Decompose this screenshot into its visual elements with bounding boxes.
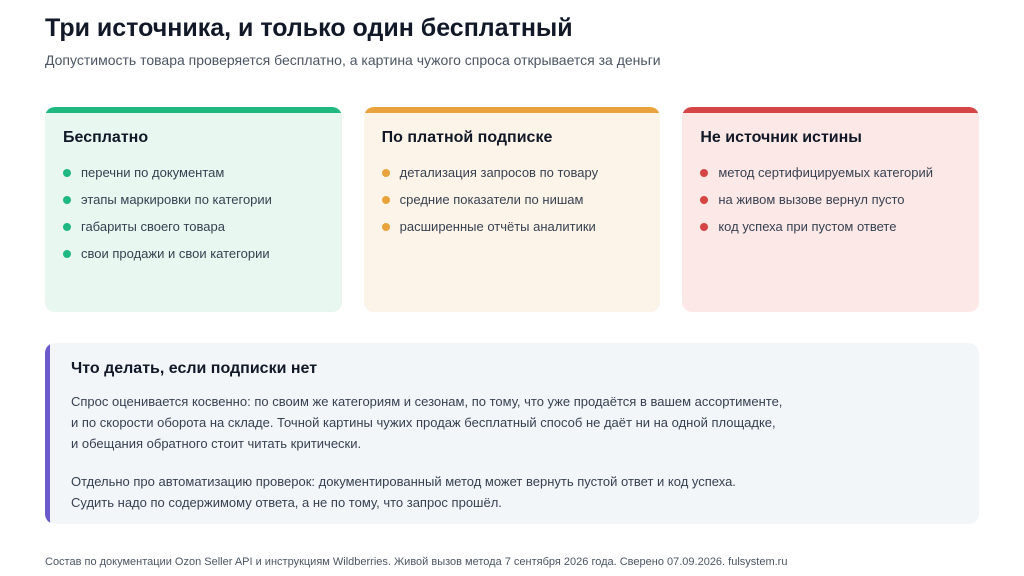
list-item [700, 213, 961, 240]
card-list [382, 159, 643, 240]
list-item-text: расширенные отчёты аналитики [399, 219, 596, 234]
list-item-text: свои продажи и свои категории [81, 246, 270, 261]
page-title: Три источника, и только один бесплатный [45, 14, 573, 42]
list-item-text: код успеха при пустом ответе [718, 219, 897, 234]
footer-note: Состав по документации Ozon Seller API и инструкциям Wildberries. Живой вызов метода 7 сентября 2026 года. Сверено 07.09.2026. fulsystem.ru [45, 556, 788, 568]
list-item [700, 186, 961, 213]
bullet-dot-icon [382, 196, 390, 204]
list-item [700, 159, 961, 186]
howto-text-line: Спрос оценивается косвенно: по своим же категориям и сезонам, по тому, что уже продаётся в вашем ассортименте, [71, 394, 783, 409]
card-paid [364, 107, 661, 312]
card-title: По платной подписке [381, 129, 553, 146]
list-item [382, 213, 643, 240]
page-subtitle: Допустимость товара проверяется бесплатно, а картина чужого спроса открывается за деньги [45, 52, 661, 68]
list-item-text: на живом вызове вернул пусто [718, 192, 905, 207]
howto-title: Что делать, если подписки нет [71, 360, 318, 377]
list-item-text: детализация запросов по товару [399, 165, 599, 180]
card-list [63, 159, 324, 267]
bullet-dot-icon [382, 223, 390, 231]
bullet-dot-icon [382, 169, 390, 177]
howto-text-line: Судить надо по содержимому ответа, а не по тому, что запрос прошёл. [71, 495, 502, 510]
accent-bar [45, 343, 50, 524]
card-free [45, 107, 342, 312]
card-title: Не источник истины [700, 129, 862, 146]
card-not-source-of-truth [682, 107, 979, 312]
list-item-text: средние показатели по нишам [399, 192, 584, 207]
bullet-dot-icon [700, 169, 708, 177]
bullet-dot-icon [700, 196, 708, 204]
card-list [700, 159, 961, 240]
list-item-text: этапы маркировки по категории [81, 192, 272, 207]
list-item [63, 186, 324, 213]
list-item-text: перечни по документам [81, 165, 225, 180]
list-item [63, 240, 324, 267]
list-item [63, 213, 324, 240]
list-item [382, 186, 643, 213]
list-item-text: метод сертифицируемых категорий [718, 165, 934, 180]
howto-text-line: и обещания обратного стоит читать критически. [71, 436, 362, 451]
bullet-dot-icon [63, 169, 71, 177]
bullet-dot-icon [63, 196, 71, 204]
list-item [63, 159, 324, 186]
card-title: Бесплатно [63, 129, 149, 146]
sources-cards [45, 107, 979, 312]
howto-panel [45, 343, 979, 524]
bullet-dot-icon [63, 250, 71, 258]
list-item-text: габариты своего товара [81, 219, 225, 234]
bullet-dot-icon [700, 223, 708, 231]
howto-text-line: и по скорости оборота на складе. Точной картины чужих продаж бесплатный способ не даёт ни на одной площадке, [71, 415, 776, 430]
bullet-dot-icon [63, 223, 71, 231]
list-item [382, 159, 643, 186]
howto-text-line: Отдельно про автоматизацию проверок: документированный метод может вернуть пустой ответ и код успеха. [71, 474, 736, 489]
